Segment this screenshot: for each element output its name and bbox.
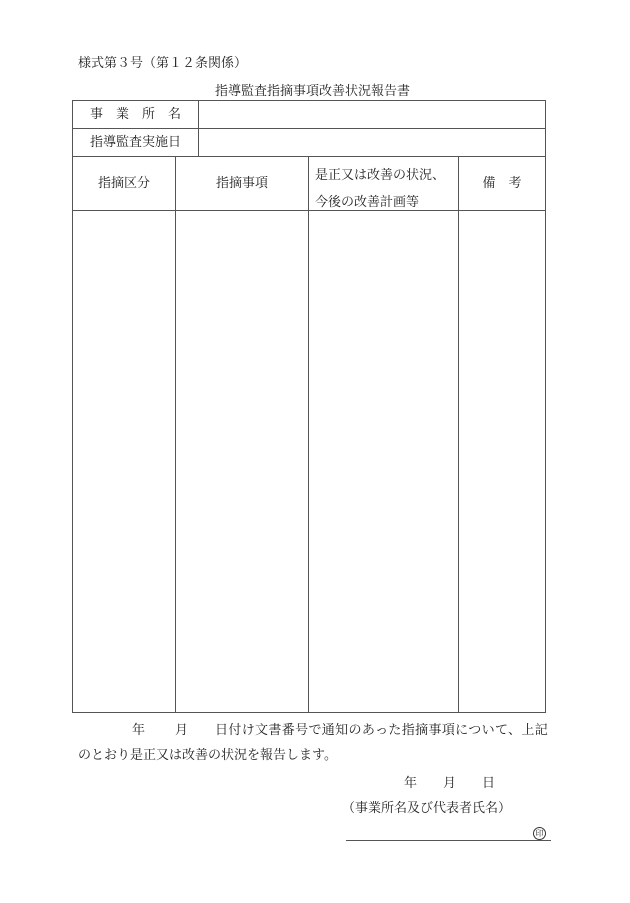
seal-icon: 印 xyxy=(533,827,546,840)
statement-year: 年 xyxy=(132,723,146,738)
signature-date: 年 月 日 xyxy=(404,776,496,791)
label-office-name: 事 業 所 名 xyxy=(89,107,181,122)
header-category: 指摘区分 xyxy=(97,176,150,191)
body-finding-cell[interactable] xyxy=(176,211,308,712)
statement-line1-body: 日付け文書番号で通知のあった指摘事項について、上記 xyxy=(215,723,549,738)
header-finding: 指摘事項 xyxy=(215,176,268,191)
header-status-line2: 今後の改善計画等 xyxy=(315,195,420,210)
statement-line2: のとおり是正又は改善の状況を報告します。 xyxy=(78,748,337,763)
form-number: 様式第３号（第１２条関係） xyxy=(78,56,248,71)
statement-month: 月 xyxy=(175,723,189,738)
page-title: 指導監査指摘事項改善状況報告書 xyxy=(215,84,411,99)
body-status-cell[interactable] xyxy=(309,211,458,712)
label-audit-date: 指導監査実施日 xyxy=(89,135,181,150)
signature-line[interactable] xyxy=(346,840,551,841)
header-status-line1: 是正又は改善の状況、 xyxy=(315,168,446,183)
signature-name-label: （事業所名及び代表者氏名） xyxy=(342,801,512,816)
header-remarks: 備 考 xyxy=(482,176,522,191)
body-remarks-cell[interactable] xyxy=(459,211,545,712)
body-category-cell[interactable] xyxy=(73,211,175,712)
audit-date-field[interactable] xyxy=(199,129,545,156)
office-name-field[interactable] xyxy=(199,101,545,128)
